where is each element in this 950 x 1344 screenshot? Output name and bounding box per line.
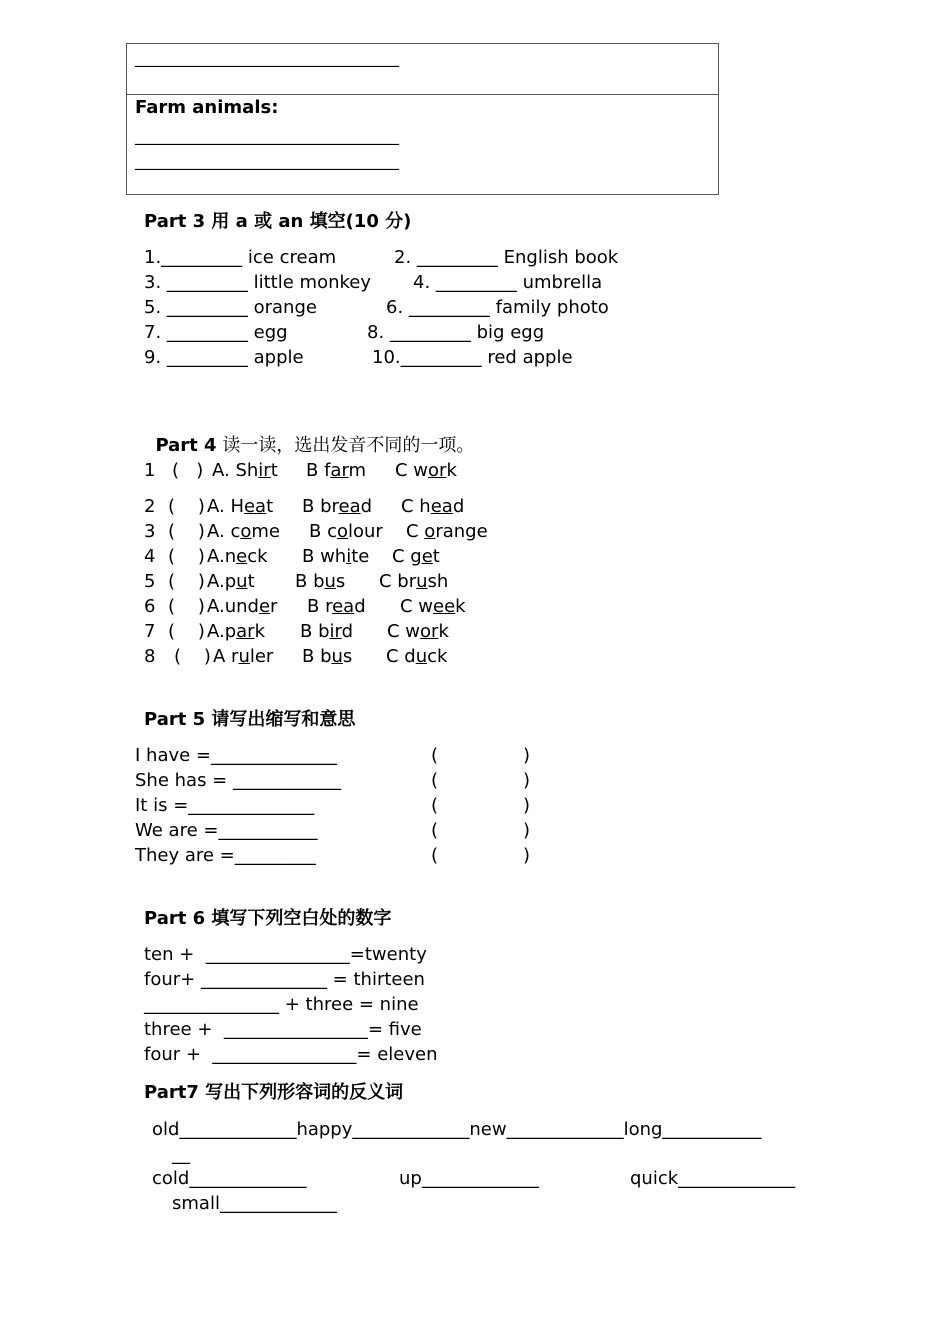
part7-row-2-b: up_____________ (399, 1168, 539, 1189)
part4-option-a-a_u: e (258, 596, 271, 617)
part6-line-4: three + ________________= five (144, 1019, 422, 1040)
part4-option-c-c_post: t (432, 546, 440, 567)
part4-option-a-a_post: r (270, 596, 278, 617)
part7-row-2-c: quick_____________ (630, 1168, 796, 1189)
part4-option-c-c_u: o (424, 521, 436, 542)
part4-option-c (401, 494, 464, 519)
part3-title: Part 3 用 a 或 an 填空(10 分) (144, 211, 412, 232)
part4-option-c-c_pre: C (406, 521, 425, 542)
part7-row-2-a: cold_____________ (152, 1168, 307, 1189)
part4-option-a-a_u: e (236, 546, 248, 567)
part4-option-a-a_post: ler (249, 646, 274, 667)
part5-row-text: She has = ____________ (135, 770, 341, 791)
part4-option-b-b_pre: B b (302, 646, 332, 667)
part4-option-c-c_u: ea (430, 496, 453, 517)
part4-item-number-num: 5 (144, 571, 156, 592)
part4-option-b (302, 494, 372, 519)
part4-option-c (395, 458, 457, 483)
part3-line-2a: 3. _________ little monkey (144, 272, 371, 293)
part4-answer-blank (174, 644, 211, 669)
part3-line-5a: 9. _________ apple (144, 347, 304, 368)
part4-answer-blank-paren: ( ) (168, 521, 205, 542)
part4-item-number-num: 1 (144, 460, 156, 481)
part6-line-3: _______________ + three = nine (144, 994, 419, 1015)
part4-option-b-b_post: d (360, 496, 373, 517)
part4-option-c-c_pre: C w (387, 621, 421, 642)
part4-option-a-a_post: t (247, 571, 255, 592)
part4-option-b-b_post: lour (347, 521, 383, 542)
part5-row-text: I have =______________ (135, 745, 337, 766)
part4-answer-blank (168, 494, 205, 519)
part4-option-a-a_pre: A. Sh (212, 460, 259, 481)
part4-option-a-a_post: k (254, 621, 266, 642)
part4-option-c-c_pre: C w (395, 460, 429, 481)
part4-option-c-c_pre: C g (392, 546, 422, 567)
part7-row-1-wrap: __ (172, 1144, 190, 1165)
part4-option-a-a_u: ar (236, 621, 255, 642)
part5-paren-open: ( (431, 845, 439, 866)
part4-option-c-c_u: ee (433, 596, 456, 617)
part4-option-a (207, 494, 273, 519)
part4-option-b-b_pre: B c (309, 521, 337, 542)
part5-row-text: They are =_________ (135, 845, 316, 866)
part4-option-a-a_pre: A.n (207, 546, 237, 567)
part4-answer-blank-paren: ( ) (168, 571, 205, 592)
part4-option-b-b_pre: B b (300, 621, 330, 642)
part5-paren-close: ) (523, 820, 531, 841)
part4-option-c-c_u: or (420, 621, 439, 642)
part4-option-b-b_pre: B br (302, 496, 339, 517)
part5-paren-open: ( (431, 745, 439, 766)
part4-option-b-b_post: s (335, 571, 346, 592)
part4-option-b (306, 458, 366, 483)
part4-option-a-a_post: me (251, 521, 280, 542)
part4-option-c (400, 594, 466, 619)
part4-option-b-b_u: o (336, 521, 348, 542)
part4-option-b-b_u: u (324, 571, 336, 592)
part4-option-a (207, 619, 265, 644)
part4-option-a-a_u: ea (243, 496, 267, 517)
part4-option-b (302, 644, 352, 669)
part4-option-b-b_u: u (331, 646, 343, 667)
part4-option-c-c_u: or (428, 460, 447, 481)
part4-option-b-b_post: d (341, 621, 354, 642)
part4-option-b-b_u: ar (330, 460, 349, 481)
part4-option-c-c_post: d (452, 496, 465, 517)
part4-option-b-b_u: ir (329, 621, 342, 642)
part4-option-a-a_pre: A. c (207, 521, 241, 542)
part3-line-4a: 7. _________ egg (144, 322, 288, 343)
part4-option-b-b_post: te (351, 546, 370, 567)
part4-option-b-b_pre: B f (306, 460, 331, 481)
part3-line-1b: 2. _________ English book (394, 247, 619, 268)
part4-option-c-c_post: k (455, 596, 466, 617)
part4-option-b-b_pre: B b (295, 571, 325, 592)
part4-answer-blank (168, 594, 205, 619)
part4-option-a-a_pre: A r (213, 646, 239, 667)
part4-answer-blank (168, 619, 205, 644)
part4-option-b (300, 619, 353, 644)
part4-answer-blank-paren: ( ) (172, 460, 204, 481)
part5-paren-close: ) (523, 795, 531, 816)
part3-line-2b: 4. _________ umbrella (413, 272, 603, 293)
part4-option-a-a_u: o (240, 521, 252, 542)
part3-line-1a: 1._________ ice cream (144, 247, 337, 268)
part4-option-c-c_post: ck (427, 646, 448, 667)
part4-option-a (213, 644, 273, 669)
part4-option-a-a_pre: A. H (207, 496, 244, 517)
part4-option-c (386, 644, 447, 669)
part4-answer-blank-paren: ( ) (168, 546, 205, 567)
part4-item-number (144, 544, 155, 569)
part6-title: Part 6 填写下列空白处的数字 (144, 908, 392, 929)
part4-option-b (309, 519, 383, 544)
part4-answer-blank-paren: ( ) (168, 596, 205, 617)
part4-option-c (379, 569, 448, 594)
part4-item-number (144, 644, 155, 669)
part4-item-number (144, 569, 155, 594)
part4-answer-blank-paren: ( ) (168, 621, 205, 642)
part4-item-number-num: 3 (144, 521, 156, 542)
part4-option-b-b_post: m (348, 460, 367, 481)
part4-item-number (144, 458, 155, 483)
part4-option-a-a_pre: A.und (207, 596, 259, 617)
part4-item-number (144, 519, 155, 544)
part4-option-c (387, 619, 449, 644)
part4-option-c-c_pre: C br (379, 571, 417, 592)
farm-box-top-blank[interactable]: _________________________________ (135, 48, 399, 67)
part6-line-1: ten + ________________=twenty (144, 944, 427, 965)
part5-paren-close: ) (523, 745, 531, 766)
part5-paren-close: ) (523, 770, 531, 791)
part4-option-b-b_u: ea (338, 496, 361, 517)
farm-blank-2[interactable]: _________________________________ (135, 151, 399, 170)
part4-title (144, 408, 474, 458)
part4-answer-blank (172, 458, 203, 483)
part4-option-a-a_post: ck (247, 546, 268, 567)
part4-option-b-b_post: s (342, 646, 353, 667)
part4-option-c-c_post: k (446, 460, 457, 481)
part4-option-c-c_post: k (438, 621, 449, 642)
part3-line-5b: 10._________ red apple (372, 347, 573, 368)
part4-item-number-num: 7 (144, 621, 156, 642)
part4-title-label: Part 4 (155, 435, 217, 456)
part4-option-c-c_post: sh (427, 571, 449, 592)
part4-option-c (406, 519, 488, 544)
part4-option-c-c_post: range (435, 521, 488, 542)
part4-item-number-num: 2 (144, 496, 156, 517)
part4-option-b (302, 544, 369, 569)
part5-paren-open: ( (431, 795, 439, 816)
part4-option-a-a_u: u (238, 646, 250, 667)
part4-title-text: 读一读，选出发音不同的一项。 (216, 435, 475, 456)
part4-option-a (212, 458, 278, 483)
farm-animals-title: Farm animals: (135, 97, 279, 118)
part4-answer-blank (168, 519, 205, 544)
part7-title: Part7 写出下列形容词的反义词 (144, 1082, 404, 1103)
part4-option-a (207, 544, 268, 569)
part5-row-text: We are =___________ (135, 820, 318, 841)
part4-option-b (307, 594, 366, 619)
part4-option-a (207, 594, 277, 619)
part4-item-number-num: 4 (144, 546, 156, 567)
part4-option-a-a_u: ir (258, 460, 271, 481)
part4-option-c-c_u: e (421, 546, 433, 567)
part4-option-a-a_post: t (270, 460, 278, 481)
part4-option-a-a_u: u (236, 571, 248, 592)
part7-row-1: old_____________happy_____________new_____________long___________ (152, 1119, 762, 1140)
part4-item-number-num: 6 (144, 596, 156, 617)
part4-option-b-b_pre: B wh (302, 546, 347, 567)
part3-line-3a: 5. _________ orange (144, 297, 317, 318)
part4-answer-blank (168, 544, 205, 569)
part4-option-b (295, 569, 345, 594)
part4-option-b-b_post: d (354, 596, 366, 617)
part4-item-number (144, 494, 155, 519)
part4-option-a-a_post: t (266, 496, 274, 517)
part6-line-5: four + ________________= eleven (144, 1044, 438, 1065)
farm-blank-1[interactable]: _________________________________ (135, 126, 399, 145)
part4-item-number (144, 619, 155, 644)
part4-option-a (207, 519, 280, 544)
part4-option-c-c_u: u (415, 646, 428, 667)
part4-answer-blank-paren: ( ) (174, 646, 211, 667)
part3-line-4b: 8. _________ big egg (367, 322, 545, 343)
part5-paren-open: ( (431, 820, 439, 841)
part7-row-3: small_____________ (172, 1193, 337, 1214)
part4-option-c-c_u: u (416, 571, 428, 592)
part4-item-number (144, 594, 155, 619)
part4-answer-blank (168, 569, 205, 594)
part4-option-c (392, 544, 440, 569)
part4-option-b-b_u: ea (332, 596, 355, 617)
part5-paren-close: ) (523, 845, 531, 866)
part4-item-number-num: 8 (144, 646, 156, 667)
part4-option-a-a_pre: A.p (207, 621, 237, 642)
part4-option-c-c_pre: C w (400, 596, 434, 617)
part5-title: Part 5 请写出缩写和意思 (144, 709, 356, 730)
part4-option-c-c_pre: C h (401, 496, 431, 517)
part4-option-b-b_pre: B r (307, 596, 333, 617)
part4-option-a-a_pre: A.p (207, 571, 237, 592)
part3-line-3b: 6. _________ family photo (386, 297, 609, 318)
part4-option-a (207, 569, 255, 594)
part4-option-b-b_u: i (346, 546, 352, 567)
part4-option-c-c_pre: C d (386, 646, 416, 667)
part5-row-text: It is =______________ (135, 795, 315, 816)
part6-line-2: four+ ______________ = thirteen (144, 969, 425, 990)
part5-paren-open: ( (431, 770, 439, 791)
part4-answer-blank-paren: ( ) (168, 496, 205, 517)
